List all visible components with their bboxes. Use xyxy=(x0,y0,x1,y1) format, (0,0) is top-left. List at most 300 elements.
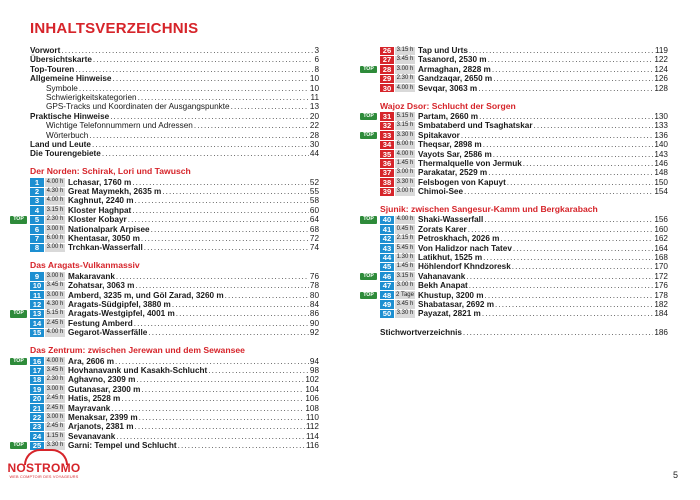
tour-duration: 5.15 h xyxy=(396,112,414,119)
leader-dots xyxy=(482,309,654,318)
tour-number: 10 xyxy=(30,282,44,290)
leader-dots xyxy=(148,328,309,337)
leader-dots xyxy=(141,385,304,394)
tour-duration: 3.30 h xyxy=(46,442,64,449)
tour-entry[interactable] xyxy=(380,244,668,253)
top-badge: TOP xyxy=(10,442,27,449)
leader-dots xyxy=(500,234,653,243)
tour-duration: 2.15 h xyxy=(396,235,414,242)
tour-duration: 3.30 h xyxy=(396,310,414,317)
tour-duration: 2.30 h xyxy=(396,75,414,82)
tour-number: 20 xyxy=(30,395,44,403)
tour-number: 43 xyxy=(380,244,394,252)
tour-entry[interactable] xyxy=(380,150,668,159)
tour-duration: 3.00 h xyxy=(46,291,64,298)
tour-duration: 3.00 h xyxy=(46,225,64,232)
tour-entry[interactable] xyxy=(13,215,319,225)
toc-entry[interactable] xyxy=(30,131,319,140)
toc-entry[interactable] xyxy=(30,84,319,93)
tour-number: 26 xyxy=(380,47,394,55)
toc-entry[interactable] xyxy=(30,121,319,130)
tour-entry[interactable] xyxy=(30,187,319,196)
tour-page: 90 xyxy=(309,318,319,328)
tour-page: 86 xyxy=(309,309,319,319)
tour-name: Lchasar, 1760 m xyxy=(68,177,132,187)
leader-dots xyxy=(132,206,309,215)
leader-dots xyxy=(75,65,313,74)
leader-dots xyxy=(141,234,309,243)
top-badge: TOP xyxy=(360,113,377,120)
toc-entry[interactable] xyxy=(30,74,319,83)
tour-entry[interactable] xyxy=(380,55,668,64)
leader-dots xyxy=(135,422,305,431)
tour-duration: 3.45 h xyxy=(396,56,414,63)
toc-entry[interactable] xyxy=(30,102,319,111)
tour-page: 58 xyxy=(309,196,319,206)
tour-entry[interactable] xyxy=(363,290,668,300)
toc-entry-label: Schwierigkeitskategorien xyxy=(46,92,137,102)
tour-name: Kloster Haghpat xyxy=(68,205,132,215)
tour-name: Höhlendorf Khndzoresk xyxy=(418,262,511,272)
tour-name: Trchkan-Wasserfall xyxy=(68,243,143,253)
tour-number: 38 xyxy=(380,178,394,186)
leader-dots xyxy=(478,84,653,93)
tour-name: Gutanasar, 2300 m xyxy=(68,384,141,394)
tour-duration: 3.45 h xyxy=(46,366,64,373)
top-badge: TOP xyxy=(10,216,27,223)
tour-page: 130 xyxy=(654,111,668,121)
tour-number: 16 xyxy=(30,357,44,365)
tour-page: 162 xyxy=(654,234,668,244)
tour-duration: 2.30 h xyxy=(46,216,64,223)
tour-page: 164 xyxy=(654,243,668,253)
tour-name: Thermalquelle von Jermuk xyxy=(418,158,522,168)
tour-duration: 4.00 h xyxy=(46,178,64,185)
tour-number: 1 xyxy=(30,178,44,186)
section-heading: Das Aragats-Vulkanmassiv xyxy=(30,260,140,271)
leader-dots xyxy=(495,300,653,309)
tour-entry[interactable] xyxy=(380,187,668,196)
leader-dots xyxy=(463,328,653,337)
tour-name: Zorats Karer xyxy=(418,224,467,234)
toc-entry[interactable] xyxy=(30,46,319,55)
leader-dots xyxy=(523,159,654,168)
tour-name: Armaghan, 2828 m xyxy=(418,64,491,74)
toc-entry[interactable] xyxy=(30,112,319,121)
tour-page: 76 xyxy=(309,271,319,281)
tour-name: Tap und Urts xyxy=(418,46,468,55)
toc-entry-label: Symbole xyxy=(46,83,78,93)
tour-name: Menaksar, 2399 m xyxy=(68,412,138,422)
tour-duration: 4.00 h xyxy=(46,197,64,204)
tour-number: 47 xyxy=(380,282,394,290)
tour-entry[interactable] xyxy=(30,196,319,205)
tour-entry[interactable] xyxy=(380,225,668,234)
top-badge: TOP xyxy=(360,132,377,139)
logo-tagline: WEB COMPTOIR DES VOYAGEURS xyxy=(9,475,79,479)
tour-name: Smbataberd und Tsaghatskar xyxy=(418,121,533,131)
section-heading: Das Zentrum: zwischen Jerewan und dem Sewansee xyxy=(30,345,245,356)
tour-duration: 4.30 h xyxy=(46,188,64,195)
leader-dots xyxy=(483,253,653,262)
tour-duration: 4.00 h xyxy=(46,357,64,364)
tour-name: Shabatasar, 2692 m xyxy=(418,299,495,309)
tour-name: Kloster Kobayr xyxy=(68,215,127,225)
tour-name: Parakatar, 2529 m xyxy=(418,168,488,178)
tour-entry[interactable] xyxy=(380,121,668,130)
nostromo-logo xyxy=(2,458,86,484)
tour-page: 184 xyxy=(654,309,668,319)
tour-page: 104 xyxy=(305,384,319,394)
leader-dots xyxy=(194,121,309,130)
leader-dots xyxy=(469,281,654,290)
tour-page: 116 xyxy=(305,441,319,451)
tour-entry[interactable] xyxy=(30,272,319,281)
tour-entry[interactable] xyxy=(30,206,319,215)
tour-duration: 3.30 h xyxy=(396,178,414,185)
leader-dots xyxy=(466,272,653,281)
tour-entry[interactable] xyxy=(380,74,668,83)
tour-duration: 4.00 h xyxy=(396,216,414,223)
toc-entry-page: 10 xyxy=(309,74,319,84)
tour-entry[interactable] xyxy=(30,422,319,431)
toc-entry-label: Wörterbuch xyxy=(46,130,89,140)
toc-entry-page: 10 xyxy=(309,83,319,93)
leader-dots xyxy=(121,394,304,403)
tour-page: 170 xyxy=(654,262,668,272)
leader-dots xyxy=(461,131,653,140)
leader-dots xyxy=(176,309,309,318)
top-badge: TOP xyxy=(10,358,27,365)
tour-entry[interactable] xyxy=(30,234,319,243)
leader-dots xyxy=(469,46,654,55)
tour-number: 46 xyxy=(380,272,394,280)
tour-number: 35 xyxy=(380,150,394,158)
tour-number: 42 xyxy=(380,235,394,243)
page-title: INHALTSVERZEICHNIS xyxy=(30,20,199,37)
tour-name: Von Halidzor nach Tatev xyxy=(418,243,512,253)
tour-page: 112 xyxy=(305,422,319,432)
toc-entry-page: 13 xyxy=(309,102,319,112)
toc-entry[interactable] xyxy=(30,55,319,64)
toc-entry-page: 8 xyxy=(314,64,319,74)
tour-page: 128 xyxy=(654,83,668,93)
leader-dots xyxy=(507,178,654,187)
toc-right-column xyxy=(363,46,668,337)
tour-duration: 2.45 h xyxy=(46,423,64,430)
tour-page: 94 xyxy=(309,356,319,366)
tour-duration: 4.00 h xyxy=(396,150,414,157)
tour-number: 7 xyxy=(30,235,44,243)
leader-dots xyxy=(110,112,309,121)
tour-name: Aragats-Westgipfel, 4001 m xyxy=(68,309,175,319)
tour-duration: 3.15 h xyxy=(396,47,414,53)
tour-number: 2 xyxy=(30,188,44,196)
tour-name: Zohatsar, 3063 m xyxy=(68,281,135,291)
tour-name: Latikhut, 1525 m xyxy=(418,253,483,263)
tour-duration: 2 Tage xyxy=(396,291,414,298)
leader-dots xyxy=(208,366,309,375)
tour-number: 32 xyxy=(380,122,394,130)
top-badge: TOP xyxy=(360,216,377,223)
tour-entry[interactable] xyxy=(30,291,319,300)
tour-number: 6 xyxy=(30,225,44,233)
tour-name: Great Maymekh, 2635 m xyxy=(68,187,162,197)
tour-entry[interactable] xyxy=(13,309,319,319)
tour-name: Bekh Anapat xyxy=(418,281,468,291)
leader-dots xyxy=(115,357,309,366)
tour-entry[interactable] xyxy=(13,356,319,366)
tour-number: 4 xyxy=(30,206,44,214)
leader-dots xyxy=(492,65,654,74)
tour-entry[interactable] xyxy=(380,46,668,55)
tour-name: Kaghnut, 2240 m xyxy=(68,196,134,206)
tour-name: Sevqar, 3063 m xyxy=(418,83,478,93)
tour-page: 160 xyxy=(654,224,668,234)
tour-name: Arjanots, 2381 m xyxy=(68,422,134,432)
tour-name: Sevanavank xyxy=(68,431,116,441)
tour-duration: 4.00 h xyxy=(46,329,64,336)
tour-entry[interactable] xyxy=(380,168,668,177)
leader-dots xyxy=(136,375,304,384)
tour-number: 18 xyxy=(30,376,44,384)
toc-entry[interactable] xyxy=(30,93,319,102)
leader-dots xyxy=(61,46,313,55)
tour-entry[interactable] xyxy=(30,385,319,394)
tour-page: 178 xyxy=(654,290,668,300)
toc-entry-label: Top-Touren xyxy=(30,64,75,74)
top-badge: TOP xyxy=(360,273,377,280)
tour-name: Mayravank xyxy=(68,403,111,413)
tour-duration: 3.45 h xyxy=(46,282,64,289)
tour-entry[interactable] xyxy=(380,281,668,290)
tour-page: 156 xyxy=(654,215,668,225)
section-heading: Der Norden: Schirak, Lori und Tawusch xyxy=(30,166,191,177)
tour-duration: 3.00 h xyxy=(396,169,414,176)
tour-number: 49 xyxy=(380,300,394,308)
leader-dots xyxy=(93,55,314,64)
tour-duration: 5.15 h xyxy=(46,310,64,317)
tour-duration: 3.15 h xyxy=(46,206,64,213)
tour-name: Spitakavor xyxy=(418,130,460,140)
tour-entry[interactable] xyxy=(363,130,668,140)
tour-page: 102 xyxy=(305,375,319,385)
tour-page: 136 xyxy=(654,130,668,140)
tour-entry[interactable] xyxy=(30,366,319,375)
tour-duration: 6.00 h xyxy=(396,141,414,148)
leader-dots xyxy=(151,225,309,234)
tour-number: 39 xyxy=(380,188,394,196)
leader-dots xyxy=(116,272,309,281)
leader-dots xyxy=(468,225,654,234)
leader-dots xyxy=(139,413,305,422)
page-number: 5 xyxy=(672,470,678,480)
tour-duration: 2.45 h xyxy=(46,319,64,326)
toc-entry-label: Übersichtskarte xyxy=(30,55,92,65)
logo-name: NOSTROMO xyxy=(7,461,81,475)
tour-duration: 4.30 h xyxy=(46,300,64,307)
leader-dots xyxy=(89,131,309,140)
tour-entry[interactable] xyxy=(30,328,319,337)
toc-entry-label: Wichtige Telefonnummern und Adressen xyxy=(46,121,193,131)
tour-name: Chimoi-See xyxy=(418,187,464,197)
tour-duration: 4.00 h xyxy=(396,84,414,91)
tour-name: Payazat, 2821 m xyxy=(418,309,481,319)
tour-number: 25 xyxy=(30,442,44,450)
tour-page: 98 xyxy=(309,365,319,375)
tour-duration: 1.30 h xyxy=(396,254,414,261)
tour-page: 124 xyxy=(654,64,668,74)
tour-page: 114 xyxy=(305,431,319,441)
tour-name: Aragats-Südgipfel, 3880 m xyxy=(68,299,171,309)
tour-entry[interactable] xyxy=(380,159,668,168)
tour-duration: 1.45 h xyxy=(396,263,414,270)
leader-dots xyxy=(134,319,309,328)
tour-entry[interactable] xyxy=(380,309,668,318)
tour-number: 29 xyxy=(380,75,394,83)
tour-entry[interactable] xyxy=(380,234,668,243)
tour-page: 64 xyxy=(309,215,319,225)
toc-entry-page: 6 xyxy=(314,55,319,65)
leader-dots xyxy=(488,55,654,64)
tour-page: 108 xyxy=(305,403,319,413)
tour-number: 33 xyxy=(380,131,394,139)
tour-entry[interactable] xyxy=(363,271,668,281)
tour-duration: 2.45 h xyxy=(46,404,64,411)
tour-number: 8 xyxy=(30,244,44,252)
tour-page: 119 xyxy=(654,46,668,55)
tour-entry[interactable] xyxy=(380,253,668,262)
tour-name: Garni: Tempel und Schlucht xyxy=(68,441,177,451)
tour-name: Aghavno, 2309 m xyxy=(68,375,136,385)
tour-entry[interactable] xyxy=(30,225,319,234)
leader-dots xyxy=(534,121,654,130)
leader-dots xyxy=(513,244,653,253)
tour-number: 5 xyxy=(30,216,44,224)
toc-entry[interactable] xyxy=(30,65,319,74)
leader-dots xyxy=(488,168,653,177)
tour-duration: 3.00 h xyxy=(46,272,64,279)
tour-duration: 3.00 h xyxy=(396,282,414,289)
tour-page: 52 xyxy=(309,177,319,187)
toc-entry[interactable] xyxy=(380,328,668,337)
leader-dots xyxy=(144,243,309,252)
tour-number: 14 xyxy=(30,319,44,327)
tour-name: Petroskhach, 2026 m xyxy=(418,234,500,244)
tour-number: 27 xyxy=(380,56,394,64)
leader-dots xyxy=(483,140,654,149)
tour-name: Amberd, 3235 m, und Göl Zarad, 3260 m xyxy=(68,290,224,300)
tour-entry[interactable] xyxy=(30,404,319,413)
tour-name: Khustup, 3200 m xyxy=(418,290,484,300)
leader-dots xyxy=(484,215,653,224)
tour-page: 55 xyxy=(309,187,319,197)
tour-page: 146 xyxy=(654,158,668,168)
tour-name: Ara, 2606 m xyxy=(68,356,114,366)
tour-duration: 5.45 h xyxy=(396,244,414,251)
leader-dots xyxy=(132,178,309,187)
tour-page: 150 xyxy=(654,177,668,187)
tour-page: 140 xyxy=(654,140,668,150)
tour-name: Partam, 2660 m xyxy=(418,111,479,121)
tour-name: Gegarot-Wasserfälle xyxy=(68,328,148,338)
tour-entry[interactable] xyxy=(380,178,668,187)
tour-entry[interactable] xyxy=(30,178,319,187)
tour-entry[interactable] xyxy=(13,441,319,451)
tour-page: 143 xyxy=(654,149,668,159)
tour-number: 48 xyxy=(380,291,394,299)
tour-number: 17 xyxy=(30,366,44,374)
tour-entry[interactable] xyxy=(30,432,319,441)
leader-dots xyxy=(231,102,309,111)
tour-entry[interactable] xyxy=(380,300,668,309)
toc-entry[interactable] xyxy=(30,140,319,149)
tour-number: 30 xyxy=(380,84,394,92)
tour-entry[interactable] xyxy=(30,394,319,403)
toc-entry-label: Land und Leute xyxy=(30,139,91,149)
top-badge: TOP xyxy=(10,310,27,317)
tour-entry[interactable] xyxy=(30,281,319,290)
leader-dots xyxy=(485,291,654,300)
top-badge: TOP xyxy=(360,292,377,299)
tour-duration: 3.00 h xyxy=(46,385,64,392)
tour-entry[interactable] xyxy=(363,64,668,74)
tour-number: 3 xyxy=(30,197,44,205)
tour-entry[interactable] xyxy=(30,243,319,252)
tour-entry[interactable] xyxy=(380,84,668,93)
tour-entry[interactable] xyxy=(30,413,319,422)
tour-entry[interactable] xyxy=(363,215,668,225)
tour-entry[interactable] xyxy=(380,262,668,271)
tour-page: 126 xyxy=(654,74,668,84)
tour-entry[interactable] xyxy=(363,111,668,121)
tour-duration: 3.00 h xyxy=(396,188,414,195)
tour-duration: 3.00 h xyxy=(46,413,64,420)
leader-dots xyxy=(135,281,308,290)
toc-entry-label: Praktische Hinweise xyxy=(30,111,110,121)
tour-entry[interactable] xyxy=(30,375,319,384)
leader-dots xyxy=(112,74,308,83)
tour-page: 168 xyxy=(654,253,668,263)
toc-entry-page: 22 xyxy=(309,121,319,131)
tour-page: 110 xyxy=(305,412,319,422)
toc-entry-page: 28 xyxy=(309,130,319,140)
tour-number: 40 xyxy=(380,216,394,224)
tour-name: Festung Amberd xyxy=(68,318,133,328)
tour-entry[interactable] xyxy=(30,300,319,309)
tour-number: 50 xyxy=(380,310,394,318)
leader-dots xyxy=(79,84,309,93)
tour-page: 92 xyxy=(309,328,319,338)
tour-number: 28 xyxy=(380,65,394,73)
toc-entry-page: 3 xyxy=(314,46,319,55)
toc-entry-label: Die Tourengebiete xyxy=(30,149,101,159)
tour-page: 172 xyxy=(654,271,668,281)
tour-duration: 1.45 h xyxy=(396,159,414,166)
tour-number: 36 xyxy=(380,159,394,167)
leader-dots xyxy=(493,150,654,159)
leader-dots xyxy=(178,441,305,450)
leader-dots xyxy=(479,112,653,121)
tour-entry[interactable] xyxy=(30,319,319,328)
tour-name: Vayots Sar, 2586 m xyxy=(418,149,492,159)
leader-dots xyxy=(92,140,309,149)
tour-duration: 1.15 h xyxy=(46,432,64,439)
tour-entry[interactable] xyxy=(380,140,668,149)
toc-entry[interactable] xyxy=(30,149,319,158)
tour-name: Shaki-Wasserfall xyxy=(418,215,484,225)
tour-page: 176 xyxy=(654,281,668,291)
